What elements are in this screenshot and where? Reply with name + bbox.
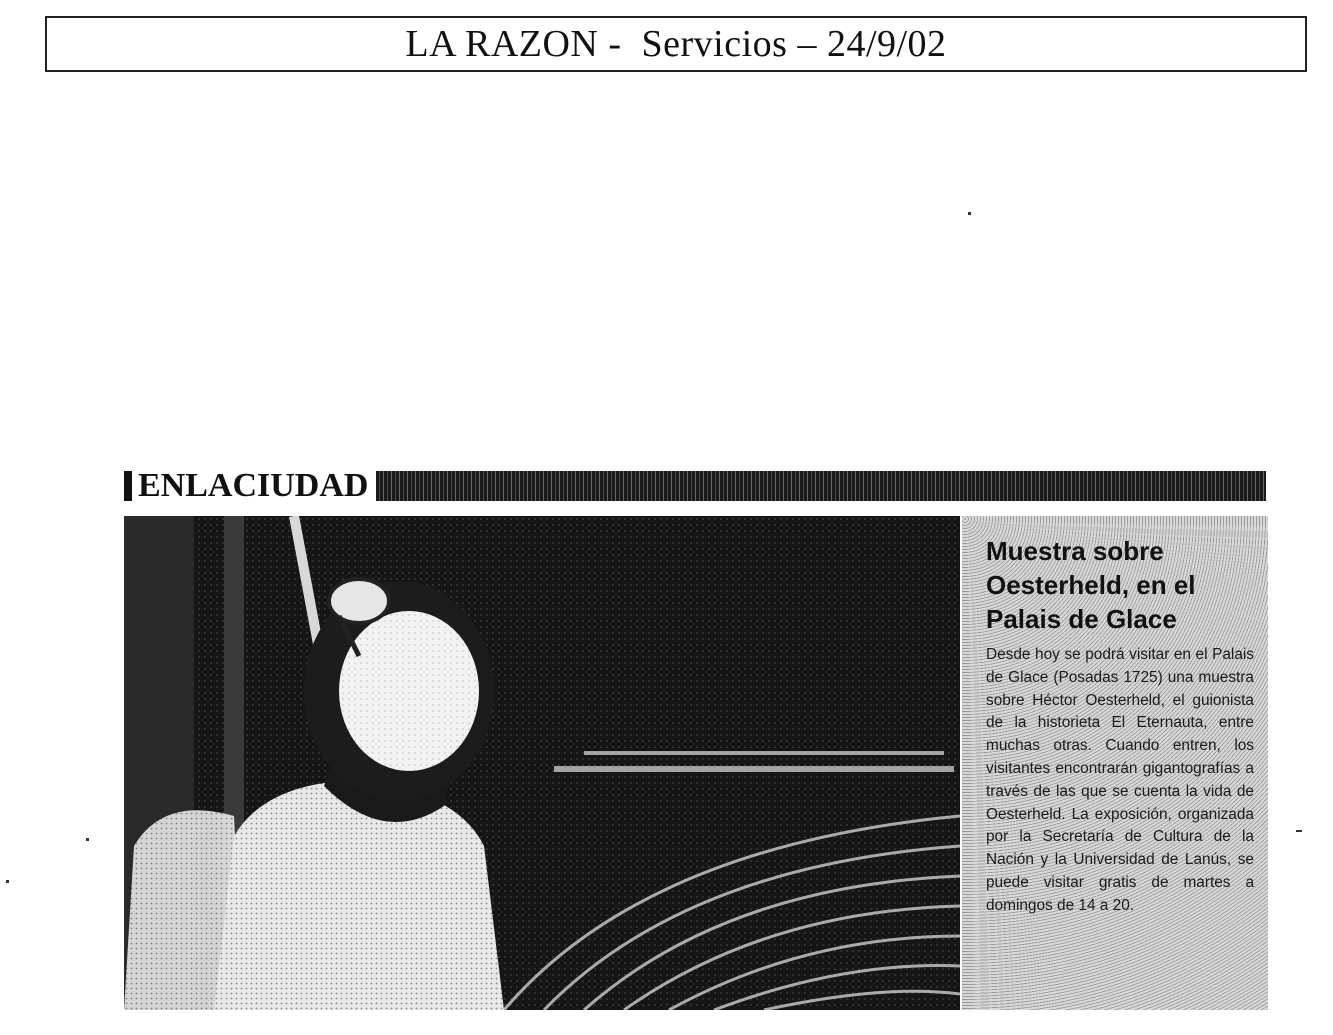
news-photo xyxy=(124,516,960,1010)
header-box xyxy=(45,16,1307,72)
scan-speck xyxy=(86,838,89,841)
section-marker xyxy=(124,471,132,501)
scan-speck xyxy=(968,212,971,215)
scan-speck xyxy=(6,880,9,883)
article-column xyxy=(962,516,1268,1010)
section-rule xyxy=(376,471,1266,501)
section-label: ENLACIUDAD xyxy=(138,467,369,504)
scan-speck xyxy=(1296,830,1302,832)
photo-illustration xyxy=(124,516,960,1010)
header-title: LA RAZON - Servicios – 24/9/02 xyxy=(405,23,947,65)
section-bar xyxy=(124,468,1266,504)
article-title: Muestra sobre Oesterheld, en el Palais de Glace xyxy=(986,536,1196,634)
article-body: Desde hoy se podrá visitar en el Palais de Glace (Posadas 1725) una muestra sobre Héctor Oesterheld, el guionista de la historieta El Eternauta, entre muchas otras. Cuando entren, los visitantes encontrarán gigantografías a través de las que se cuenta la vida de Oesterheld. La exposición, organizada por la Secretaría de Cultura de la Nación y la Universidad de Lanús, se puede visitar gratis de martes a domingos de 14 a 20. xyxy=(986,646,1254,914)
